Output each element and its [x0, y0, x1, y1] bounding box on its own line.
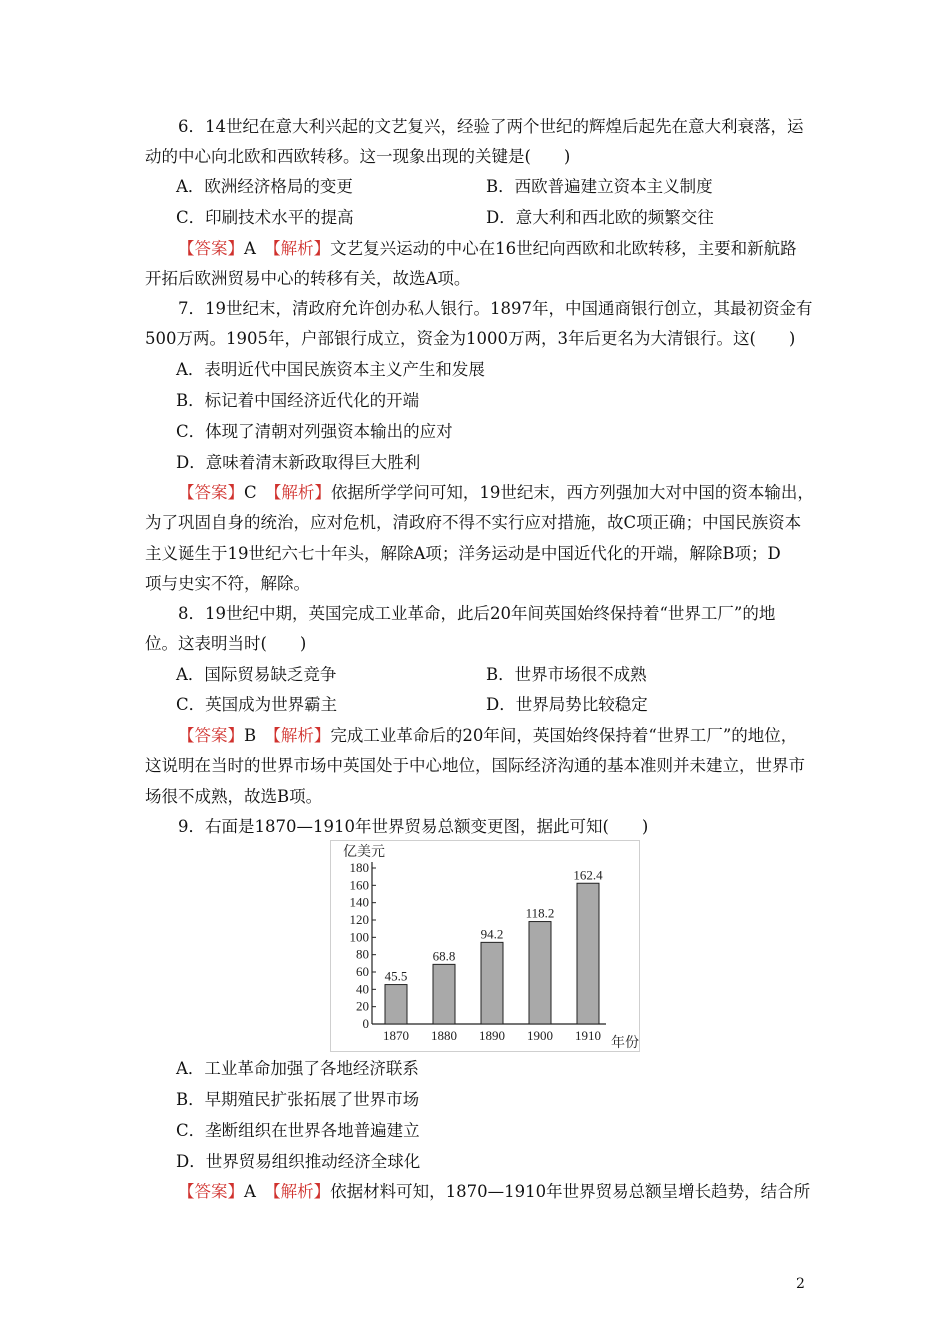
y-axis-label: 亿美元 [343, 845, 385, 860]
q7-option-b: B．标记着中国经济近代化的开端 [176, 391, 420, 410]
y-tick-label: 140 [349, 894, 369, 910]
y-tick-label: 120 [349, 912, 369, 927]
q7-stem-line2: 500万两。1905年，户部银行成立，资金为1000万两，3年后更名为大清银行。这( ) [145, 329, 796, 348]
q8-option-d: D．世界局势比较稳定 [486, 695, 648, 714]
y-tick-label: 80 [356, 946, 369, 962]
y-tick-label: 180 [349, 860, 369, 875]
q6-analysis-line2: 开拓后欧洲贸易中心的转移有关，故选A项。 [145, 269, 471, 288]
q6-answer: A [244, 239, 273, 258]
trade-volume-bar-chart [330, 840, 640, 1052]
q7-analysis-line4: 项与史实不符，解除。 [145, 574, 310, 593]
x-tick-label: 1880 [431, 1028, 457, 1043]
answer-tag: 【答案】 [178, 726, 244, 745]
q8-analysis-text: 完成工业革命后的20年间，英国始终保持着“世界工厂”的地位， [330, 726, 798, 745]
q6-option-c: C．印刷技术水平的提高 [176, 208, 354, 227]
q6-option-a: A．欧洲经济格局的变更 [176, 177, 353, 196]
q8-stem-line1: 8．19世纪中期，英国完成工业革命，此后20年间英国始终保持着“世界工厂”的地 [178, 604, 776, 623]
q6-answer-line1 [178, 238, 848, 260]
x-tick-label: 1910 [575, 1028, 601, 1043]
answer-tag: 【答案】 [178, 483, 244, 502]
answer-tag: 【答案】 [178, 1182, 244, 1201]
y-tick-label: 0 [362, 1016, 369, 1031]
bar [385, 985, 407, 1024]
x-axis-label: 年份 [611, 1036, 639, 1051]
bar [433, 964, 455, 1024]
bar-value-label: 118.2 [525, 905, 555, 921]
q7-option-c: C．体现了清朝对列强资本输出的应对 [176, 422, 453, 441]
analysis-tag: 【解析】 [272, 239, 331, 258]
x-tick-label: 1890 [479, 1028, 505, 1043]
q8-option-b: B．世界市场很不成熟 [486, 665, 647, 684]
y-tick-label: 20 [356, 998, 369, 1014]
analysis-tag: 【解析】 [272, 1182, 331, 1201]
q6-analysis-text: 文艺复兴运动的中心在16世纪向西欧和北欧转移，主要和新航路 [330, 239, 797, 258]
bar-value-label: 162.4 [573, 867, 603, 883]
q9-stem-line1: 9．右面是1870—1910年世界贸易总额变更图，据此可知( ) [178, 817, 649, 836]
chart-marks [350, 860, 607, 1043]
answer-tag: 【答案】 [178, 239, 244, 258]
q9-option-b: B．早期殖民扩张拓展了世界市场 [176, 1090, 420, 1109]
q6-option-b: B．西欧普遍建立资本主义制度 [486, 177, 713, 196]
x-tick-label: 1900 [527, 1028, 553, 1043]
q7-option-a: A．表明近代中国民族资本主义产生和发展 [176, 360, 485, 379]
q6-stem-line2: 动的中心向北欧和西欧转移。这一现象出现的关键是( ) [145, 147, 571, 166]
x-tick-label: 1870 [383, 1028, 409, 1043]
q8-option-a: A．国际贸易缺乏竞争 [176, 665, 337, 684]
q7-option-d: D．意味着清末新政取得巨大胜利 [176, 453, 421, 472]
bar [481, 942, 503, 1024]
q9-option-a: A．工业革命加强了各地经济联系 [176, 1059, 419, 1078]
bar-value-label: 94.2 [480, 926, 504, 942]
y-tick-label: 40 [356, 981, 369, 997]
analysis-tag: 【解析】 [272, 726, 331, 745]
q8-stem-line2: 位。这表明当时( ) [145, 634, 307, 653]
q7-analysis-line2: 为了巩固自身的统治，应对危机，清政府不得不实行应对措施，故C项正确；中国民族资本 [145, 513, 802, 532]
q7-stem-line1: 7．19世纪末，清政府允许创办私人银行。1897年，中国通商银行创立，其最初资金有 [178, 299, 813, 318]
analysis-tag: 【解析】 [273, 483, 331, 502]
q8-answer: B [244, 726, 273, 745]
q7-analysis-text: 依据所学学问可知，19世纪末，西方列强加大对中国的资本输出， [330, 483, 814, 502]
bar-value-label: 45.5 [384, 968, 408, 984]
y-tick-label: 100 [349, 929, 369, 945]
q8-option-c: C．英国成为世界霸主 [176, 695, 338, 714]
y-tick-label: 160 [349, 877, 369, 893]
q9-analysis-text: 依据材料可知，1870—1910年世界贸易总额呈增长趋势，结合所 [330, 1182, 811, 1201]
q9-answer: A [244, 1182, 273, 1201]
q9-option-d: D．世界贸易组织推动经济全球化 [176, 1152, 421, 1171]
q8-analysis-line2: 这说明在当时的世界市场中英国处于中心地位，国际经济沟通的基本准则并未建立，世界市 [145, 756, 805, 775]
q6-option-d: D．意大利和西北欧的频繁交往 [486, 208, 714, 227]
bar [577, 883, 599, 1024]
q7-analysis-line3: 主义诞生于19世纪六七十年头，解除A项；洋务运动是中国近代化的开端，解除B项；D [145, 544, 781, 563]
q6-stem-line1: 6．14世纪在意大利兴起的文艺复兴，经验了两个世纪的辉煌后起先在意大利衰落，运 [178, 117, 804, 136]
q8-answer-line1 [178, 725, 848, 747]
bar [529, 922, 551, 1024]
q9-answer-line1 [178, 1181, 848, 1203]
y-tick-label: 60 [356, 964, 369, 979]
q7-answer: C [244, 483, 274, 502]
q7-answer-line1 [178, 482, 848, 504]
bar-value-label: 68.8 [432, 948, 456, 964]
q9-option-c: C．垄断组织在世界各地普遍建立 [176, 1121, 420, 1140]
page-number: 2 [796, 1276, 805, 1292]
q8-analysis-line3: 场很不成熟，故选B项。 [145, 787, 323, 806]
